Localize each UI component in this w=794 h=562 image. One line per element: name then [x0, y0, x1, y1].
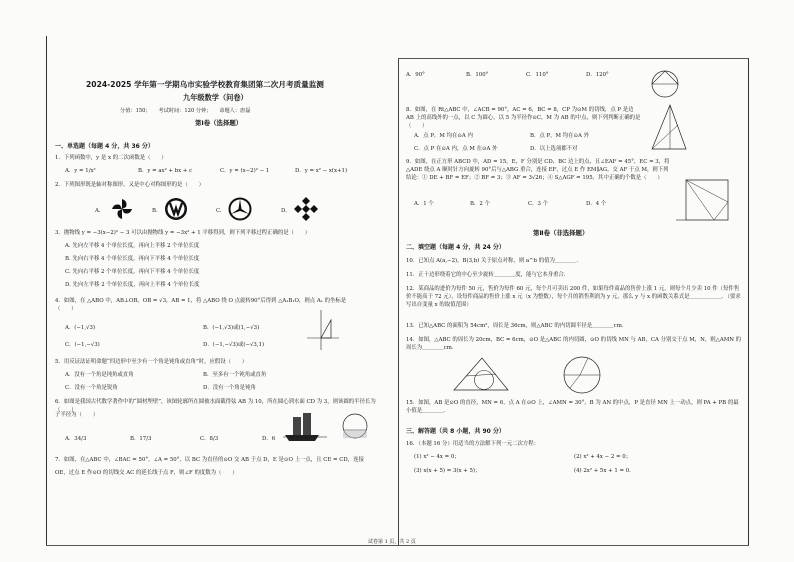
q2-option-b: B.	[152, 208, 158, 214]
exam-info: 分值：150； 考试时间：120 分钟； 命题人：唐磊	[120, 108, 251, 114]
diamond-pattern-figure	[293, 196, 319, 222]
part-one-heading: 第Ⅰ卷（选择题）	[195, 119, 243, 127]
question-11: 11．正十边形绕着它的中心至少旋转＿＿＿＿度，能与它本身重合．	[406, 272, 570, 278]
q7-option-a: A．90°	[406, 72, 425, 78]
section-three-heading: 三、解答题（共 8 小题，共 90 分）	[406, 428, 505, 435]
q15-circle-figure	[560, 354, 604, 396]
q6-option-a: A．34/3	[65, 436, 87, 442]
q5-option-b: B．至多有一个钝角或直角	[203, 372, 267, 378]
question-16: 16．（本题 16 分）用适当的方法解下列一元二次方程：	[406, 441, 540, 447]
question-15: 15．如图，AB 是⊙O 的直径，MN = 6，点 A 在⊙O 上，∠AMN = 30°，B 为 AN 的中点，P 是直径 MN 上一动点，则 PA + PB 的最小值是＿＿＿＿．	[406, 400, 739, 414]
question-10: 10．已知点 A(a,−2)，B(3,b) 关于原点对称，则 a^b 的值为＿＿＿＿．	[406, 258, 582, 264]
exam-subject: 九年级数学（问卷）	[183, 93, 248, 102]
q5-option-d: D．没有一个角是钝角	[203, 385, 256, 391]
right-border	[748, 58, 749, 546]
question-2: 2．下列图形既是轴对称图形，又是中心对称图形的是（ ）	[55, 182, 204, 188]
q8-triangle-figure	[650, 103, 688, 153]
q8-option-b: B．点 P，M 均在⊙A 外	[530, 133, 590, 139]
q16-item-2: (2) x² + 4x − 2 = 0；	[574, 454, 632, 460]
q3-option-b: B. 先向右平移 4 个单位长度，再向下平移 4 个单位长度	[65, 256, 200, 262]
q2-option-a: A.	[95, 208, 101, 214]
question-8: 8．如图，在 Rt△ABC 中，∠ACB = 90°，AC = 6，BC = 8，CP 为⊙M 的切线，点 P 是边 AB 上的高线外的一点，以 C 为圆心，以 5 为半径作⊙C，M 为 AB 的中点，则下列判断正确的是（ ）	[406, 107, 641, 129]
question-1: 1．下列函数中，y 是 x 的二次函数是（ ）	[55, 155, 167, 161]
q9-option-b: B．2 个	[470, 201, 490, 207]
exam-title: 2024-2025 学年第一学期乌市实验学校教育集团第二次月考质量监测	[86, 80, 324, 89]
mercedes-logo-figure	[228, 197, 252, 221]
q6-option-b: B．17/3	[130, 436, 152, 442]
question-13: 13．已知△ABC 的面积为 54cm²，周长是 36cm，则△ABC 的内切圆半径是＿＿＿＿cm．	[406, 323, 628, 329]
q9-option-a: A．1 个	[414, 201, 434, 207]
q9-option-d: D．4 个	[586, 201, 607, 207]
question-4: 4．如图，在 △ABO 中，AB⊥OB，OB = √3，AB = 1，将 △ABO 绕 O 点旋转90°后得到 △A₁B₁O，则点 A₁ 的坐标是（ ）	[55, 298, 347, 312]
q8-option-a: A．点 P，M 均在⊙A 内	[414, 133, 473, 139]
q16-item-1: (1) x² − 4x = 0；	[414, 454, 460, 460]
question-12: 12．某商品的进价为每件 50 元，售价为每件 60 元，每个月可卖出 200 件，如果每件商品的售价上涨 1 元，则每个月少卖 10 件（每件售价不能高于 72 元），设每件商品的售价上涨 x 元（x 为整数），每个月的销售利润为 y 元，那么 y 与 x 的函数关系式是＿＿＿＿＿＿．（要求写出自变量 x 的取值范围）	[406, 286, 741, 308]
question-6: 6．如图是我国古代数学著作中的“圆材埋壁”，该图轮廓所在圆被水面截得弦 AB 为 10，所在圆心到水面 CD 为 3，则该圆的半径长为（ ）	[55, 399, 376, 413]
section-two-heading: 二、填空题（每题 4 分，共 24 分）	[406, 244, 505, 251]
q2-option-d: D.	[281, 208, 287, 214]
q7-circle-figure	[648, 68, 682, 100]
q3-option-a: A. 先向左平移 4 个单位长度，再向上平移 2 个单位长度	[65, 243, 200, 249]
left-border	[46, 36, 47, 546]
q6-circle-figure	[340, 412, 370, 442]
column-divider	[398, 58, 399, 545]
part-two-heading: 第Ⅱ卷（非选择题）	[533, 229, 589, 237]
q3-option-c: C. 先向右平移 2 个单位长度，再向下平移 4 个单位长度	[65, 269, 200, 275]
top-border-right	[398, 58, 749, 59]
q16-item-3: (3) x(x + 5) = 3(x + 5)；	[414, 468, 481, 474]
q7-option-b: B．100°	[466, 72, 489, 78]
q6-option-c: C．8/3	[200, 436, 219, 442]
section-one-heading: 一、单选题（每题 4 分，共 36 分）	[55, 143, 154, 150]
q1-option-c: C．y = (x−2)² − 1	[220, 168, 270, 174]
question-5: 5．用反证法证明命题“四边形中至少有一个角是钝角或直角”时，应假设（ ）	[55, 359, 248, 365]
question-14: 14．如图，△ABC 的周长为 20cm，BC = 6cm，⊙O 是△ABC 的内切圆，⊙O 的切线 MN 与 AB，CA 分别交于点 M，N，则△AMN 的周长为＿＿＿＿cm．	[406, 337, 742, 351]
q1-option-b: B．y = ax² + bx + c	[138, 168, 193, 174]
q3-option-d: D. 先向左平移 2 个单位长度，再向上平移 4 个单位长度	[65, 282, 200, 288]
q4-option-a: A．(−1,√3)	[65, 325, 96, 331]
question-6-tail: 子半径为（ ）	[55, 412, 99, 418]
q16-item-4: (4) 2x² + 5x + 1 = 0．	[574, 468, 635, 474]
question-7: 7．如图，在△ABC 中，∠BAC = 50°，∠A = 50°，以 BC 为直径的⊙O 交 AB 于点 D，E 是⊙O 上一点，且 CE = CD，连接	[55, 457, 364, 463]
q4-coordinate-figure	[305, 308, 341, 352]
pinwheel-figure	[110, 197, 134, 221]
q4-option-c: C．(−1,−√3)	[65, 342, 100, 348]
question-9: 9．如图，在正方形 ABCD 中，AD = 15，E，F 分别是 CD、BC 边上的点，且∠EAF = 45°，EC = 3，将△ADE 绕点 A 顺时针方向旋转 90°后与△ABG 重合，连接 EF，过点 E 作 EM∥AG，交 AF 于点 M，则下列结论：① DE + BF = EF；② BF = 3；③ AF = 3√26；④ S△AGF = 195，其中正确的个数是（ ）	[406, 159, 670, 181]
bottom-border	[46, 545, 749, 546]
q7-option-d: D．120°	[586, 72, 609, 78]
q8-option-d: D．以上选项都不对	[530, 146, 578, 152]
question-7-tail: OE，过点 E 作⊙O 的切线交 AC 的延长线于点 F，则∠F 的度数为（ ）	[55, 470, 238, 476]
q8-option-c: C．点 P 在⊙A 内，点 M 在⊙A 外	[414, 146, 498, 152]
ancient-ship-figure	[283, 411, 339, 447]
page-footer: 试卷第 1 页，共 2 页	[368, 539, 416, 545]
q2-option-c: C.	[216, 208, 222, 214]
q1-option-a: A．y = 1/x²	[65, 168, 96, 174]
q4-option-b: B．(−1,√3)或(1,−√3)	[203, 325, 260, 331]
q9-square-figure	[676, 178, 738, 222]
q4-option-d: D．(−1,−√3)或(−√3,1)	[203, 342, 265, 348]
q6-option-d: D．6	[262, 436, 276, 442]
vw-logo-figure	[164, 197, 188, 221]
question-3: 3．抛物线 y = −3(x−2)² − 3 可以由抛物线 y = −3x² + 1 平移得到，则下列平移过程正确的是（ ）	[55, 230, 311, 236]
q9-option-c: C．3 个	[528, 201, 549, 207]
q5-option-a: A．没有一个角是钝角或直角	[65, 372, 134, 378]
q1-option-d: D．y = x² − x(x+1)	[295, 168, 348, 174]
q5-option-c: C．没有一个角是锐角	[65, 385, 118, 391]
q14-incircle-figure	[452, 356, 510, 394]
q7-option-c: C．110°	[526, 72, 549, 78]
